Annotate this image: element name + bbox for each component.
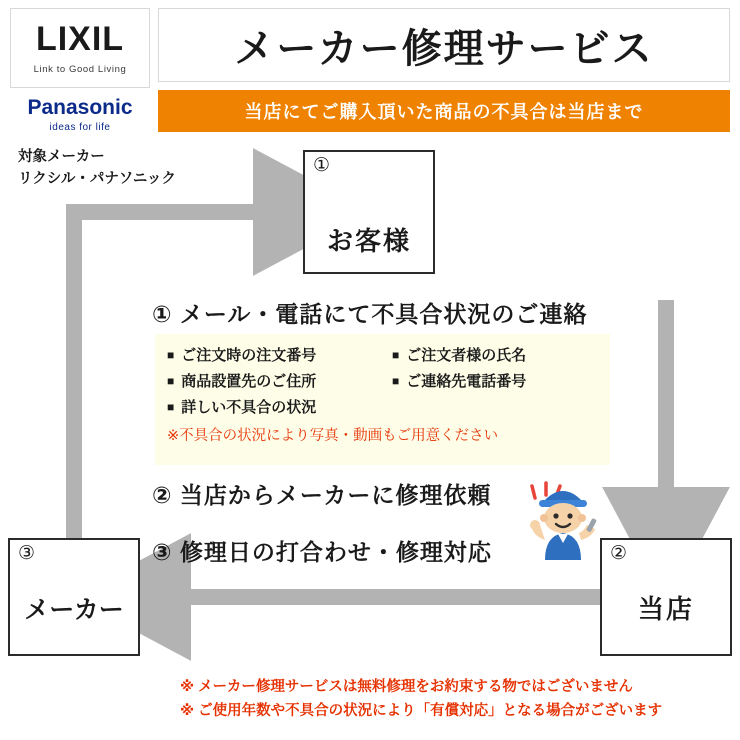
list-item <box>167 370 392 391</box>
square-bullet-icon: ■ <box>392 374 400 388</box>
node-shop <box>600 538 732 656</box>
node-maker-number: ③ <box>18 543 36 564</box>
list-item-label: ご注文時の注文番号 <box>181 347 317 364</box>
node-customer-number: ① <box>313 155 331 176</box>
panasonic-logo-box <box>10 92 150 138</box>
page-title-box <box>158 8 730 82</box>
worker-thumbs-up-icon <box>513 468 609 560</box>
square-bullet-icon: ■ <box>167 400 175 414</box>
page-title: メーカー修理サービス <box>234 26 654 71</box>
panasonic-tagline: ideas for life <box>49 122 111 133</box>
target-maker-label <box>18 146 248 191</box>
list-item-label: ご注文者様の氏名 <box>406 347 527 364</box>
list-item-label: ご連絡先電話番号 <box>406 373 527 390</box>
square-bullet-icon: ■ <box>167 348 175 362</box>
footer-notes <box>180 676 736 724</box>
lixil-logo-text: LIXIL <box>35 19 125 58</box>
required-info-list <box>167 344 598 417</box>
node-shop-number: ② <box>610 543 628 564</box>
list-item-label: 詳しい不具合の状況 <box>181 399 317 416</box>
square-bullet-icon: ■ <box>167 374 175 388</box>
step-1-text: ① メール・電話にて不具合状況のご連絡 <box>152 301 588 327</box>
list-item <box>167 396 392 417</box>
lixil-tagline: Link to Good Living <box>33 63 127 75</box>
lixil-logo-box <box>10 8 150 88</box>
target-maker-label-line2: リクシル・パナソニック <box>18 171 176 188</box>
list-item <box>392 344 598 365</box>
node-customer-label: お客様 <box>326 226 411 256</box>
orange-banner <box>158 90 730 132</box>
step-2-text: ② 当店からメーカーに修理依頼 <box>152 482 492 508</box>
list-item <box>167 344 392 365</box>
required-info-box <box>155 334 610 465</box>
target-maker-label-line1: 対象メーカー <box>18 149 105 165</box>
node-shop-label: 当店 <box>637 594 694 624</box>
step-3-text: ③ 修理日の打合わせ・修理対応 <box>152 539 492 565</box>
list-item-label: 商品設置先のご住所 <box>181 373 317 390</box>
node-customer <box>303 150 435 274</box>
node-maker-label: メーカー <box>24 596 124 624</box>
footer-note-2: ※ ご使用年数や不具合の状況により「有償対応」となる場合がございます <box>180 702 663 719</box>
footer-note-1: ※ メーカー修理サービスは無料修理をお約束する物ではございません <box>180 679 633 695</box>
list-item <box>392 370 598 391</box>
photo-video-note: ※不具合の状況により写真・動画もご用意ください <box>167 428 499 444</box>
square-bullet-icon: ■ <box>392 348 400 362</box>
panasonic-logo-text: Panasonic <box>27 96 133 119</box>
node-maker <box>8 538 140 656</box>
orange-banner-text: 当店にてご購入頂いた商品の不具合は当店まで <box>244 102 644 122</box>
